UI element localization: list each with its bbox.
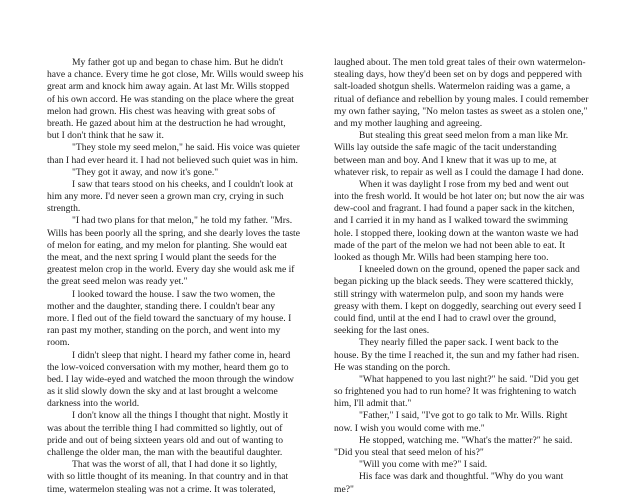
text-line: But stealing this great seed melon from a man like Mr. [359, 130, 569, 142]
text-line: ritual of defiance and rebellion by young males. I could remember [334, 93, 589, 105]
text-line: and my mother laughing and agreeing. [334, 117, 483, 129]
text-line: I kneeled down on the ground, opened the paper sack and [359, 264, 580, 276]
right-text-column [334, 57, 594, 496]
text-line: have a chance. Every time he got close, Mr. Wills would sweep his [47, 69, 304, 81]
text-line: pride and out of being sixteen years old and out of wanting to [47, 434, 284, 446]
text-line: made of the part of the melon we had not been able to eat. It [334, 239, 565, 251]
text-line: challenge the older man, the man with the beautiful daughter. [47, 447, 283, 458]
text-line: so frightened you had to run home? It was frightening to watch [334, 386, 577, 398]
text-line: whatever risk, to repair as well as I could the damage I had done. [334, 166, 584, 178]
text-line: him, I'll admit that." [334, 398, 412, 410]
text-line: "What happened to you last night?" he said. "Did you get [359, 373, 579, 385]
text-line: darkness into the world. [47, 398, 140, 410]
text-line: of his own accord. He was standing on the place where the great [47, 93, 294, 105]
text-line: seeking for the last ones. [334, 325, 430, 337]
text-line: He stopped, watching me. "What's the matter?" he said. [359, 434, 573, 446]
text-line: My father got up and began to chase him. But he didn't [72, 57, 284, 68]
text-line: still stringy with watermelon pulp, and soon my hands were [334, 288, 564, 300]
text-line: I looked toward the house. I saw the two women, the [72, 288, 276, 300]
text-line: I didn't sleep that night. I heard my father come in, heard [72, 349, 291, 361]
text-line: was about the terrible thing I had committed so lightly, out of [47, 422, 283, 434]
text-line: but I don't think that he saw it. [47, 130, 164, 142]
text-line: looked as though Mr. Wills had been stamping here too. [334, 252, 549, 263]
text-line: greasy with them. I kept on doggedly, searching out every seed I [334, 300, 582, 312]
text-line: I saw that tears stood on his cheeks, and I couldn't look at [72, 178, 294, 190]
text-line: as it slid slowly down the sky and at last brought a welcome [47, 386, 278, 398]
text-line: strength. [47, 203, 81, 215]
text-line: than I had ever heard it. I had not believed such quiet was in him. [47, 154, 298, 166]
text-line: They nearly filled the paper sack. I went back to the [359, 337, 559, 349]
text-line: Wills lay outside the safe magic of the tacit understanding [334, 142, 557, 154]
text-line: laughed about. The men told great tales of their own watermelon- [334, 57, 586, 68]
text-line: room. [47, 337, 70, 349]
text-line: me?" [334, 483, 354, 495]
text-line: the great seed melon was ready yet." [47, 276, 188, 288]
text-line: salt-loaded shotgun shells. Watermelon raiding was a game, a [334, 81, 571, 93]
text-line: dew-cool and fragrant. I had found a paper sack in the kitchen, [334, 203, 575, 215]
text-line: stealing days, how they'd been set on by dogs and peppered with [334, 69, 582, 81]
text-line: That was the worst of all, that I had done it so lightly, [72, 459, 278, 471]
text-line: time, watermelon stealing was not a crime. It was tolerated, [47, 483, 276, 495]
text-line: now. I wish you would come with me." [334, 422, 485, 434]
text-line: ran past my mother, standing on the porch, and went into my [47, 325, 281, 337]
text-line: "Will you come with me?" I said. [359, 459, 488, 471]
text-line: great arm and knock him away again. At last Mr. Wills stopped [47, 81, 290, 93]
text-line: could find, until at the end I had to crawl over the ground, [334, 312, 557, 324]
text-line: hole. I stopped there, looking down at the wanton waste we had [334, 227, 579, 239]
text-line: between man and boy. And I knew that it was up to me, at [334, 154, 557, 166]
text-line: When it was daylight I rose from my bed and went out [359, 178, 569, 190]
text-line: "Did you steal that seed melon of his?" [334, 447, 484, 458]
text-line: His face was dark and thoughtful. "Why do you want [359, 471, 564, 483]
text-line: "They got it away, and now it's gone." [72, 166, 219, 178]
text-line: mother and the daughter, standing there. I couldn't bear any [47, 300, 276, 312]
text-line: breath. He gazed about him at the destruction he had wrought, [47, 117, 286, 129]
text-line: with so little thought of its meaning. In that country and in that [47, 471, 289, 483]
text-line: house. By the time I reached it, the sun and my father had risen. [334, 349, 580, 361]
text-line: the meat, and the next spring I would plant the seeds for the [47, 252, 277, 263]
text-line: "Father," I said, "I've got to go talk to Mr. Wills. Right [359, 410, 568, 422]
text-line: him any more. I'd never seen a grown man cry, crying in such [47, 191, 284, 203]
text-line: I don't know all the things I thought that night. Mostly it [72, 410, 288, 422]
text-line: "I had two plans for that melon," he told my father. "Mrs. [72, 215, 293, 227]
text-line: began picking up the black seeds. They were scattered thickly, [334, 276, 574, 288]
text-line: bed. I lay wide-eyed and watched the moon through the window [47, 373, 294, 385]
text-line: into the fresh world. It would be hot later on; but now the air was [334, 191, 585, 203]
text-line: of melon for eating, and my melon for planting. She would eat [47, 239, 288, 251]
text-line: Wills has been poorly all the spring, and she dearly loves the taste [47, 227, 300, 239]
text-line: greatest melon crop in the world. Every day she would ask me if [47, 264, 295, 276]
text-line: my own father saying, "No melon tastes as sweet as a stolen one," [334, 105, 588, 117]
left-text-column [47, 57, 305, 496]
text-line: and I carried it in my hand as I walked toward the swimming [334, 215, 568, 227]
text-line: more. I fled out of the field toward the sanctuary of my house. I [47, 312, 292, 324]
text-line: He was standing on the porch. [334, 361, 451, 373]
text-line: "They stole my seed melon," he said. His voice was quieter [72, 142, 300, 154]
text-line: the low-voiced conversation with my mother, heard them go to [47, 361, 289, 373]
text-line: melon had grown. His chest was heaving with great sobs of [47, 105, 276, 117]
